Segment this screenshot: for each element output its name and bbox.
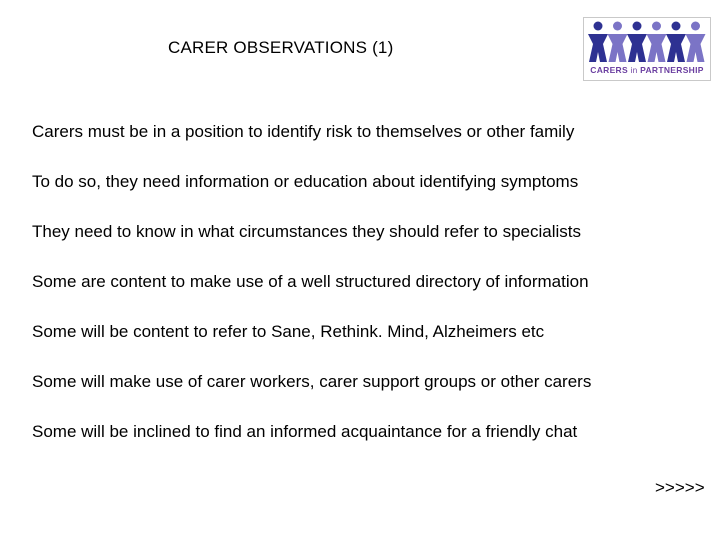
observation-list [32, 122, 591, 472]
person-figure-icon [647, 22, 667, 63]
observation-item: Some will be inclined to find an informed acquaintance for a friendly chat [32, 422, 578, 441]
person-figure-icon [686, 22, 706, 63]
next-slide-marker: >>>>> [655, 478, 705, 497]
person-figure-icon [666, 22, 686, 63]
logo-text [584, 65, 710, 75]
person-figure-icon [588, 22, 608, 63]
observation-item: To do so, they need information or education about identifying symptoms [32, 172, 579, 191]
logo-text-carers: CARERS [590, 65, 628, 75]
observation-item: Some are content to make use of a well structured directory of information [32, 272, 589, 291]
person-figure-icon [608, 22, 628, 63]
logo-text-partnership: PARTNERSHIP [640, 65, 704, 75]
observation-item: Carers must be in a position to identify risk to themselves or other family [32, 122, 575, 141]
people-chain-icon [588, 20, 706, 64]
carers-in-partnership-logo [583, 17, 711, 81]
observation-item: They need to know in what circumstances they should refer to specialists [32, 222, 581, 241]
logo-text-in: in [630, 66, 638, 75]
person-figure-icon [627, 22, 647, 63]
observation-item: Some will be content to refer to Sane, Rethink. Mind, Alzheimers etc [32, 322, 545, 341]
observation-item: Some will make use of carer workers, carer support groups or other carers [32, 372, 592, 391]
slide-title: CARER OBSERVATIONS (1) [168, 38, 394, 57]
